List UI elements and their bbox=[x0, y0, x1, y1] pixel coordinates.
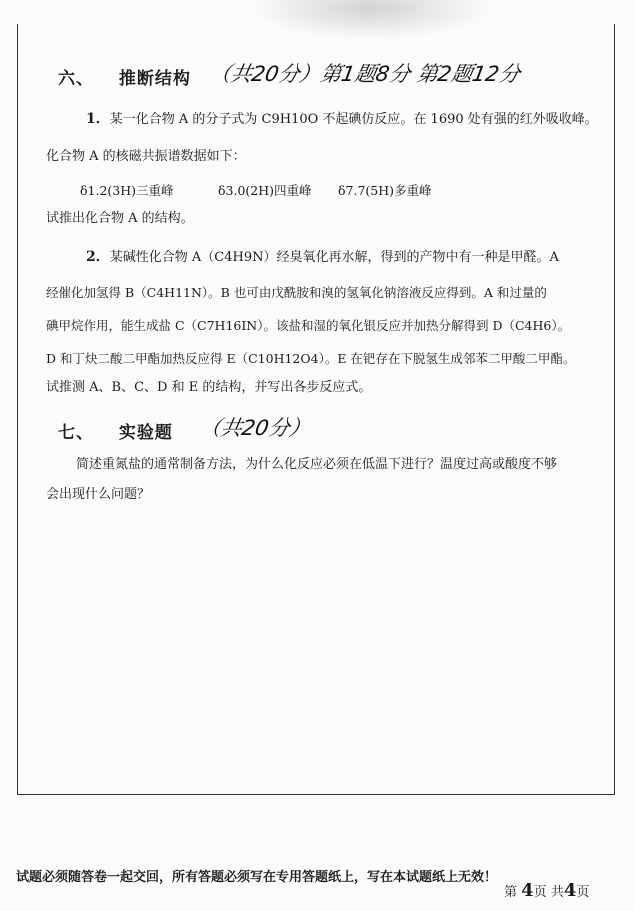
q2-text: 某碱性化合物 A（C4H9N）经臭氧化再水解，得到的产物中有一种是甲醛。A bbox=[109, 250, 559, 265]
page-prefix: 第 bbox=[504, 885, 518, 900]
q2-line5: 试推测 A、B、C、D 和 E 的结构，并写出各步反应式。 bbox=[46, 380, 372, 395]
section7-heading bbox=[58, 418, 173, 443]
q2-line3: 碘甲烷作用，能生成盐 C（C7H16IN）。该盐和湿的氧化银反应并加热分解得到 D（C4H6）。 bbox=[46, 318, 571, 333]
q1-number: 1． bbox=[86, 111, 110, 127]
nmr-peak-3: δ7.7(5H)多重峰 bbox=[338, 183, 432, 198]
page-number bbox=[504, 880, 589, 901]
q1-line1 bbox=[86, 110, 598, 129]
section7-handwritten-note: （共20分） bbox=[197, 416, 313, 440]
page-total: 4 bbox=[563, 880, 577, 901]
nmr-peak-2: δ3.0(2H)四重峰 bbox=[218, 183, 312, 198]
page-mid: 页 共 bbox=[533, 885, 564, 900]
section7-line2: 会出现什么问题？ bbox=[46, 487, 151, 502]
section7-title: 实验题 bbox=[118, 423, 173, 443]
page-frame bbox=[17, 24, 615, 795]
q2-line2: 经催化加氢得 B（C4H11N）。B 也可由戊酰胺和溴的氢氧化钠溶液反应得到。A 和过量的 bbox=[46, 285, 547, 300]
section6-handwritten-note: （共20分）第1题8分 第2题12分 bbox=[207, 62, 523, 86]
section6-number: 六、 bbox=[58, 69, 94, 89]
footer-notice: 试题必须随答卷一起交回，所有答题必须写在专用答题纸上，写在本试题纸上无效！ bbox=[16, 870, 498, 885]
q2-number: 2． bbox=[86, 249, 110, 265]
section6-title: 推断结构 bbox=[118, 69, 191, 89]
q1-text: 某一化合物 A 的分子式为 C9H10O 不起碘仿反应。在 1690 处有强的红外吸收峰。 bbox=[109, 112, 598, 127]
page-current: 4 bbox=[521, 880, 534, 901]
section7-line1: 简述重氮盐的通常制备方法，为什么化反应必须在低温下进行？温度过高或酸度不够 bbox=[76, 457, 558, 472]
q2-line4: D 和丁炔二酸二甲酯加热反应得 E（C10H12O4）。E 在钯存在下脱氢生成邻苯二甲酸二甲酯。 bbox=[46, 351, 576, 366]
q1-line2: 化合物 A 的核磁共振谱数据如下： bbox=[46, 149, 246, 164]
section6-heading bbox=[58, 64, 191, 89]
q1-line3: 试推出化合物 A 的结构。 bbox=[46, 211, 194, 226]
page-suffix: 页 bbox=[576, 885, 590, 900]
q2-line1 bbox=[86, 248, 559, 267]
section7-number: 七、 bbox=[58, 423, 94, 443]
nmr-peak-1: δ1.2(3H)三重峰 bbox=[80, 183, 174, 198]
